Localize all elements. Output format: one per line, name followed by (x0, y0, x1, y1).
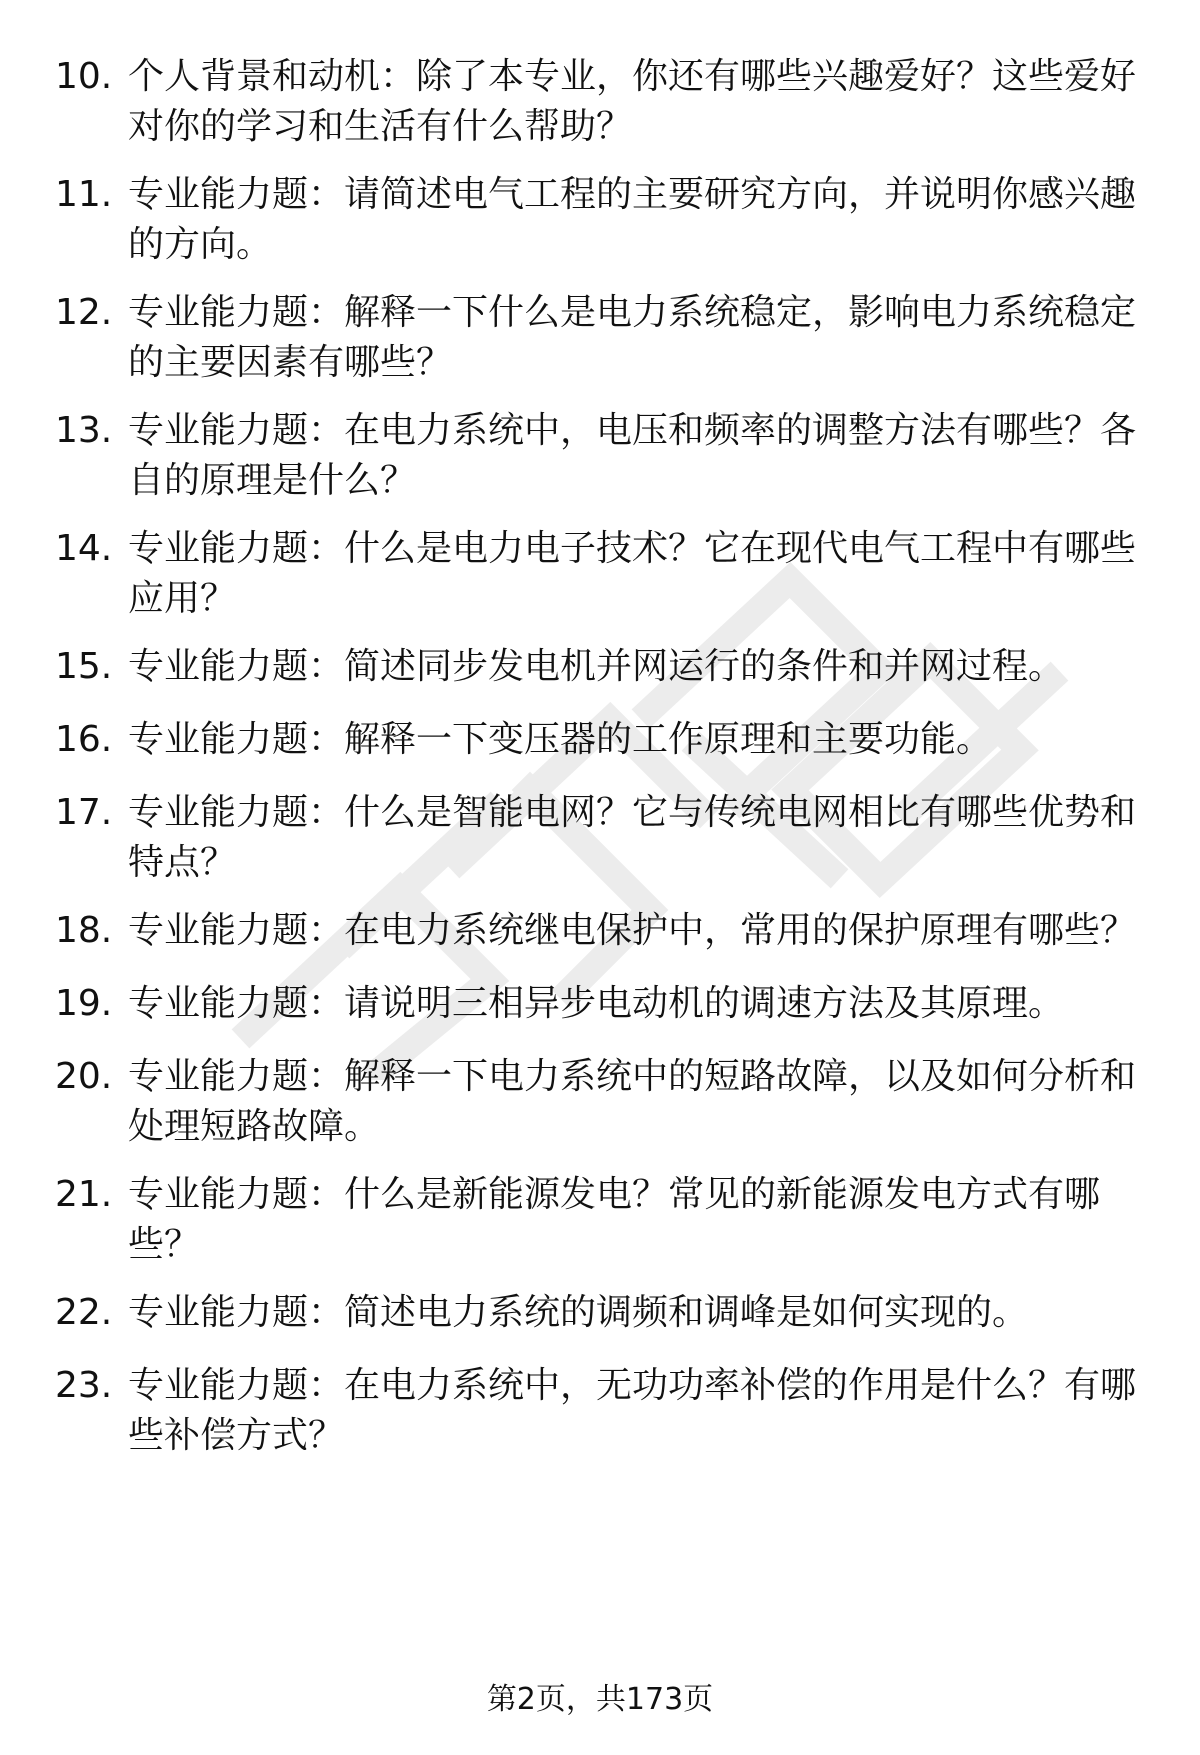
question-number: 16. (55, 719, 113, 760)
question-number: 23. (55, 1365, 113, 1406)
question-text: 专业能力题：什么是智能电网？它与传统电网相比有哪些优势和特点？ (128, 792, 1137, 883)
page-number-footer: 第2页，共173页 (486, 1682, 714, 1717)
question-text: 专业能力题：简述同步发电机并网运行的条件和并网过程。 (128, 646, 1065, 687)
question-text: 专业能力题：解释一下变压器的工作原理和主要功能。 (128, 719, 993, 760)
question-text: 专业能力题：在电力系统中，无功功率补偿的作用是什么？有哪些补偿方式？ (128, 1365, 1137, 1456)
question-number: 21. (55, 1174, 113, 1215)
question-number: 17. (55, 792, 113, 833)
question-text: 专业能力题：请简述电气工程的主要研究方向，并说明你感兴趣的方向。 (128, 174, 1137, 265)
question-number: 12. (55, 292, 113, 333)
question-number: 14. (55, 528, 113, 569)
question-number: 13. (55, 410, 113, 451)
question-text: 专业能力题：在电力系统中，电压和频率的调整方法有哪些？各自的原理是什么？ (128, 410, 1137, 501)
question-text: 个人背景和动机：除了本专业，你还有哪些兴趣爱好？这些爱好对你的学习和生活有什么帮助？ (128, 56, 1137, 147)
question-text: 专业能力题：什么是新能源发电？常见的新能源发电方式有哪些？ (128, 1174, 1101, 1265)
question-number: 11. (55, 174, 113, 215)
question-number: 18. (55, 910, 113, 951)
question-number: 10. (55, 56, 113, 97)
question-text: 专业能力题：解释一下电力系统中的短路故障，以及如何分析和处理短路故障。 (128, 1056, 1137, 1147)
question-text: 专业能力题：请说明三相异步电动机的调速方法及其原理。 (128, 983, 1065, 1024)
question-text: 专业能力题：解释一下什么是电力系统稳定，影响电力系统稳定的主要因素有哪些？ (128, 292, 1137, 383)
question-text: 专业能力题：简述电力系统的调频和调峰是如何实现的。 (128, 1292, 1029, 1333)
question-number: 19. (55, 983, 113, 1024)
question-number: 20. (55, 1056, 113, 1097)
question-text: 专业能力题：什么是电力电子技术？它在现代电气工程中有哪些应用？ (128, 528, 1137, 619)
question-number: 22. (55, 1292, 113, 1333)
question-text: 专业能力题：在电力系统继电保护中，常用的保护原理有哪些？ (128, 910, 1137, 951)
question-number: 15. (55, 646, 113, 687)
